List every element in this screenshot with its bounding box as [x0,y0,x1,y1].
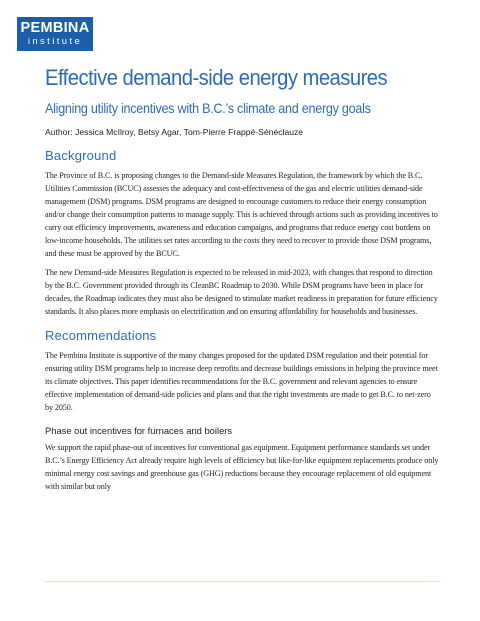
document-subtitle: Aligning utility incentives with B.C.’s climate and energy goals [45,100,371,116]
section-heading-background: Background [45,148,117,163]
document-body [45,64,440,499]
logo-wordmark: PEMBINA [20,20,90,36]
author-line: Author: Jessica McIlroy, Betsy Agar, Tom-Pierre Frappé-Sénéclauze [45,127,304,137]
section-heading-recommendations: Recommendations [45,328,157,343]
document-title: Effective demand-side energy measures [45,65,388,90]
background-paragraph-1: The Province of B.C. is proposing changes to the Demand-side Measures Regulation, the framework by which the B.C. Utilities Commission (BCUC) assesses the adequacy and cost-effectiveness of the gas and electric utilities demand-side management (DSM) programs. DSM programs are designed to encourage customers to reduce their energy consumption and/or change their consumption patterns to manage supply. This is achieved through actions such as providing incentives to carry out efficiency improvements, awareness and education campaigns, and programs that reduce energy cost burdens on low-income households. The utilities set rates according to the costs they need to recover to provide those DSM programs, and these must be approved by the BCUC. [45,171,438,258]
recommendations-paragraph-1: The Pembina Institute is supportive of the many changes proposed for the updated DSM regulation and their potential for ensuring utility DSM programs help to increase deep retrofits and decrease buildings emissions in helping the province meet its climate objectives. This paper identifies recommendations for the B.C. government and relevant agencies to ensure effective implementation of demand-side policies and plans and that the right investments are made to get B.C. to net-zero by 2050. [45,351,438,412]
pembina-logo [17,17,93,51]
background-paragraph-2: The new Demand-side Measures Regulation is expected to be released in mid-2023, with changes that respond to direction by the B.C. Government provided through its CleanBC Roadmap to 2030. While DSM programs have been in place for decades, the Roadmap indicates they must also be designed to stimulate market readiness in preparation for future efficiency standards. It also places more emphasis on electrification and on ensuring affordability for households and businesses. [45,268,438,316]
logo-tagline: institute [27,36,83,47]
recommendations-paragraph-2: We support the rapid phase-out of incentives for conventional gas equipment. Equipment performance standards set under B.C.’s Energy Efficiency Act already require high levels of efficiency but like-for-like equipment replacements produce only minimal energy cost savings and greenhouse gas (GHG) reductions because they encourage replacement of old equipment with similar but only [45,443,439,491]
footer-divider [45,581,440,582]
subsection-heading-phase-out: Phase out incentives for furnaces and boilers [45,425,233,436]
